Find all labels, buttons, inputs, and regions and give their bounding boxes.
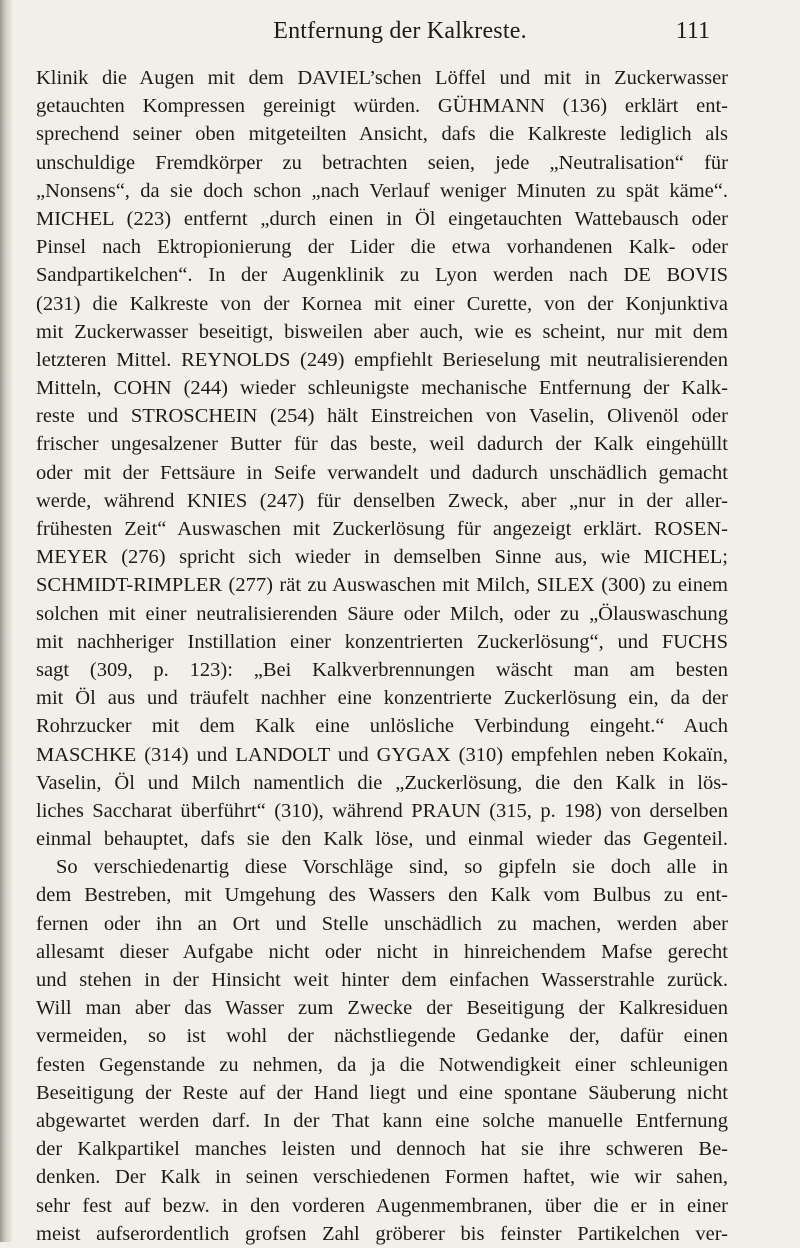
- page-binding-edge: [0, 0, 12, 1242]
- text-line: Sandpartikelchen“. In der Augenklinik zu Lyon werden nach DE BOVIS: [36, 264, 728, 287]
- text-line: reste und STROSCHEIN (254) hält Einstreichen von Vaselin, Olivenöl oder: [36, 405, 728, 428]
- text-line: vermeiden, so ist wohl der nächstliegende Gedanke der, dafür einen: [36, 1025, 728, 1048]
- text-line: So verschiedenartig diese Vorschläge sind, so gipfeln sie doch alle in: [56, 856, 728, 879]
- page-number: 111: [675, 18, 710, 44]
- text-line: Beseitigung der Reste auf der Hand liegt und eine spontane Säuberung nicht: [36, 1081, 728, 1104]
- text-line: Will man aber das Wasser zum Zwecke der Beseitigung der Kalkresiduen: [36, 997, 728, 1020]
- text-line: MEYER (276) spricht sich wieder in demselben Sinne aus, wie MICHEL;: [36, 546, 728, 569]
- text-line: MASCHKE (314) und LANDOLT und GYGAX (310) empfehlen neben Kokaïn,: [36, 743, 728, 766]
- text-line: Klinik die Augen mit dem DAVIEL’schen Löffel und mit in Zuckerwasser: [36, 67, 728, 89]
- text-line: festen Gegenstande zu nehmen, da ja die Notwendigkeit einer schleunigen: [36, 1053, 728, 1076]
- text-line: sehr fest auf bezw. in den vorderen Augenmembranen, über die er in einer: [36, 1194, 728, 1217]
- text-line: MICHEL (223) entfernt „durch einen in Öl eingetauchten Wattebausch oder: [36, 207, 728, 230]
- text-line: mit nachheriger Instillation einer konzentrierten Zuckerlösung“, und FUCHS: [36, 630, 728, 653]
- text-line: sagt (309, p. 123): „Bei Kalkverbrennungen wäscht man am besten: [36, 658, 728, 681]
- text-line: abgewartet werden darf. In der That kann eine solche manuelle Entfernung: [36, 1109, 728, 1132]
- text-line: Rohrzucker mit dem Kalk eine unlösliche Verbindung eingeht.“ Auch: [36, 715, 728, 738]
- text-line: sprechend seiner oben mitgeteilten Ansicht, dafs die Kalkreste lediglich als: [36, 123, 728, 146]
- body-text: [36, 64, 728, 1248]
- text-line: getauchten Kompressen gereinigt würden. GÜHMANN (136) erklärt ent-: [36, 95, 728, 118]
- text-line: allesamt dieser Aufgabe nicht oder nicht in hinreichendem Mafse gerecht: [36, 940, 728, 963]
- text-line: SCHMIDT-RIMPLER (277) rät zu Auswaschen mit Milch, SILEX (300) zu einem: [36, 574, 728, 597]
- text-line: Mitteln, COHN (244) wieder schleunigste mechanische Entfernung der Kalk-: [36, 377, 728, 400]
- text-line: fernen oder ihn an Ort und Stelle unschädlich zu machen, werden aber: [36, 912, 728, 935]
- text-line: „Nonsens“, da sie doch schon „nach Verlauf weniger Minuten zu spät käme“.: [36, 179, 728, 202]
- running-header: [0, 14, 800, 54]
- text-line: denken. Der Kalk in seinen verschiedenen Formen haftet, wie wir sahen,: [36, 1166, 728, 1189]
- text-line: Pinsel nach Ektropionierung der Lider die etwa vorhandenen Kalk- oder: [36, 236, 728, 259]
- text-line: mit Zuckerwasser beseitigt, bisweilen aber auch, wie es scheint, nur mit dem: [36, 320, 728, 343]
- text-line: Vaselin, Öl und Milch namentlich die „Zuckerlösung, die den Kalk in lös-: [36, 771, 728, 794]
- text-line: oder mit der Fettsäure in Seife verwandelt und dadurch unschädlich gemacht: [36, 461, 728, 484]
- text-line: frischer ungesalzener Butter für das beste, weil dadurch der Kalk eingehüllt: [36, 433, 728, 456]
- text-line: (231) die Kalkreste von der Kornea mit einer Curette, von der Konjunktiva: [36, 292, 728, 315]
- text-line: mit Öl aus und träufelt nachher eine konzentrierte Zuckerlösung ein, da der: [36, 687, 728, 710]
- text-line: einmal behauptet, dafs sie den Kalk löse, und einmal wieder das Gegenteil.: [36, 828, 728, 851]
- text-line: frühesten Zeit“ Auswaschen mit Zuckerlösung für angezeigt erklärt. ROSEN-: [36, 518, 728, 540]
- text-line: werde, während KNIES (247) für denselben Zweck, aber „nur in der aller-: [36, 489, 728, 512]
- text-line: dem Bestreben, mit Umgehung des Wassers den Kalk vom Bulbus zu ent-: [36, 884, 728, 907]
- text-line: und stehen in der Hinsicht weit hinter dem einfachen Wasserstrahle zurück.: [36, 969, 728, 991]
- text-line: unschuldige Fremdkörper zu betrachten seien, jede „Neutralisation“ für: [36, 151, 728, 174]
- text-line: letzteren Mittel. REYNOLDS (249) empfiehlt Berieselung mit neutralisierenden: [36, 348, 728, 371]
- text-line: der Kalkpartikel manches leisten und dennoch hat sie ihre schweren Be-: [36, 1138, 728, 1161]
- text-line: meist aufserordentlich grofsen Zahl gröberer bis feinster Partikelchen ver-: [36, 1222, 728, 1245]
- text-line: solchen mit einer neutralisierenden Säure oder Milch, oder zu „Ölauswaschung: [36, 602, 728, 625]
- header-title: Entfernung der Kalkreste.: [273, 18, 527, 44]
- text-line: liches Saccharat überführt“ (310), während PRAUN (315, p. 198) von derselben: [36, 799, 728, 822]
